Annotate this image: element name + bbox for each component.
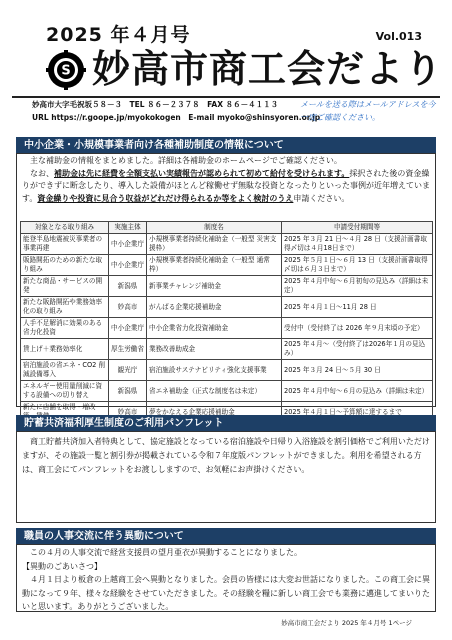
cell-target: 人手不足解消に効果のある省力化投資 (21, 318, 109, 339)
cell-period: 2025 年４月～（受付終了は2026年１月の見込み） (282, 339, 433, 360)
transfer-notice: この４月の人事交流で経営支援員の望月亜衣が異動することになりました。 (30, 548, 302, 557)
cell-program: 業務改善助成金 (147, 339, 282, 360)
cell-agency: 中小企業庁 (109, 318, 147, 339)
table-row (21, 381, 433, 402)
cell-target: 賃上げ＋業務効率化 (21, 339, 109, 360)
cell-target: 宿泊施設の省エネ・CO2 削減設備導入 (21, 360, 109, 381)
cell-target: 販路開拓のための新たな取り組み (21, 255, 109, 276)
cell-period: 2025 年４月１日～11月 28 日 (282, 297, 433, 318)
masthead-title: 妙高市商工会だより (92, 47, 444, 91)
section1-para-a: 主な補助金の情報をまとめました。詳細は各補助金のホームページでご確認ください。 (30, 156, 342, 165)
cell-target: 能登半島地震被災事業者の事業再建 (21, 234, 109, 255)
greeting-message: ４月１日より板倉の上越商工会へ異動となりました。会員の皆様には大変お世話になりました。この商工会に異動になって９年、様々な経験をさせていただきました。その経験を糧に新しい商工会でも業務に邁進してまいりたいと思います。ありがとうございました。 (22, 575, 430, 611)
cell-target: エネルギー使用量削減に資する設備への切り替え (21, 381, 109, 402)
cell-agency: 新潟県 (109, 381, 147, 402)
cell-target: 新たな商品・サービスの開発 (21, 276, 109, 297)
section1-intro (22, 155, 430, 205)
table-row (21, 255, 433, 276)
table-row (21, 276, 433, 297)
cell-period: 2025 年４月中旬～６月の見込み（詳細は未定） (282, 381, 433, 402)
table-row (21, 339, 433, 360)
section2-body: 商工貯蓄共済加入者特典として、協定施設となっている宿泊施設や日帰り入浴施設を割引価格でご利用いただけますが、その施設一覧と割引券が掲載されている令和７年度版パンフレットができました。利用を希望される方は、商工会にてパンフレットをお渡ししますので、お気軽にお声掛けください。 (22, 437, 430, 474)
cell-period: 2025 年４月１日～予算額に達するまで (282, 402, 433, 423)
cell-agency: 中小企業庁 (109, 255, 147, 276)
payment-warning: 補助金は先に経費を全額支払い実績報告が認められて初めて給付を受けられます。 (54, 168, 350, 178)
cell-agency: 厚生労働省 (109, 339, 147, 360)
email-notice: メールを送る際はメールアドレスを今一度ご確認ください。 (300, 100, 436, 122)
subsidy-table (20, 221, 433, 423)
cell-period: 2025 年３月 21 日～４月 28 日（支援計画書取得〆切は４月18日まで） (282, 234, 433, 255)
table-header-row (21, 222, 433, 234)
svg-text:S: S (61, 63, 71, 79)
cell-program: がんばる企業応援補助金 (147, 297, 282, 318)
volume-number: Vol.013 (375, 30, 422, 43)
issue-date: 2025 年４月号 (46, 24, 191, 46)
section1-para-b: なお、補助金は先に経費を全額支払い実績報告が認められて初めて給付を受けられます。採択された後の資金繰りができずに断念したり、導入した設備がほとんど稼働せず無駄な投資となったりといった事例が近年増えています。資金繰りや投資に見合う収益がどれだけ得られるか等をよく検討のうえ申請ください。 (22, 168, 430, 203)
cell-program: 小規模事業者持続化補助金（一般型 通常枠） (147, 255, 282, 276)
cell-agency: 妙高市 (109, 402, 147, 423)
section3-body (22, 546, 430, 614)
table-row (21, 297, 433, 318)
table-row (21, 318, 433, 339)
cell-agency: 新潟県 (109, 276, 147, 297)
address-line: 妙高市大字毛祝坂５８－３ TEL ８６－２３７８ FAX ８６－４１１３ (32, 100, 279, 109)
section3-heading: 職員の人事交流に伴う異動について (16, 528, 436, 545)
cell-period: 2025 年５月１日～６月 13 日（支援計画書取得〆切は６月３日まで） (282, 255, 433, 276)
section1-heading: 中小企業・小規模事業者向け各種補助制度の情報について (16, 137, 436, 154)
table-row (21, 234, 433, 255)
cell-period: 受付中（受付終了は 2026 年９月末頃の予定） (282, 318, 433, 339)
cell-program: 新事業チャレンジ補助金 (147, 276, 282, 297)
section2-heading: 貯蓄共済福利厚生制度のご利用パンフレット (16, 415, 436, 432)
col-header-agency: 実施主体 (109, 222, 147, 234)
cell-program: 中小企業省力化投資補助金 (147, 318, 282, 339)
col-header-period: 申請受付期間等 (282, 222, 433, 234)
col-header-program: 制度名 (147, 222, 282, 234)
cell-agency: 妙高市 (109, 297, 147, 318)
cell-agency: 中小企業庁 (109, 234, 147, 255)
contact-line: URL https://r.goope.jp/myokokogen E-mail myoko@shinsyoren.or.jp (32, 113, 321, 122)
cell-period: 2025 年４月中旬～６月初旬の見込み（詳細は未定） (282, 276, 433, 297)
cell-program: 省エネ補助金（正式な制度名は未定） (147, 381, 282, 402)
table-row (21, 360, 433, 381)
greeting-heading: 【異動のごあいさつ】 (22, 561, 102, 571)
cell-program: 宿泊施設サステナビリティ強化支援事業 (147, 360, 282, 381)
investment-warning: 資金繰りや投資に見合う収益がどれだけ得られるか等をよく検討のうえ (37, 193, 294, 203)
cell-period: 2025 年３月 24 日～５月 30 日 (282, 360, 433, 381)
page-footer: 妙高市商工会だより 2025 年４月号 1ページ (281, 619, 412, 627)
col-header-target: 対象となる取り組み (21, 222, 109, 234)
cell-program: 小規模事業者持続化補助金（一般型 災害支援枠） (147, 234, 282, 255)
cell-agency: 観光庁 (109, 360, 147, 381)
cell-target: 新たに店舗を取得・増改 (21, 402, 109, 423)
cell-target: 新たな販路開拓や業務効率化の取り組み (21, 297, 109, 318)
cell-program: 夢をかなえる企業応援補助金 (147, 402, 282, 423)
chamber-logo-icon (46, 50, 86, 90)
